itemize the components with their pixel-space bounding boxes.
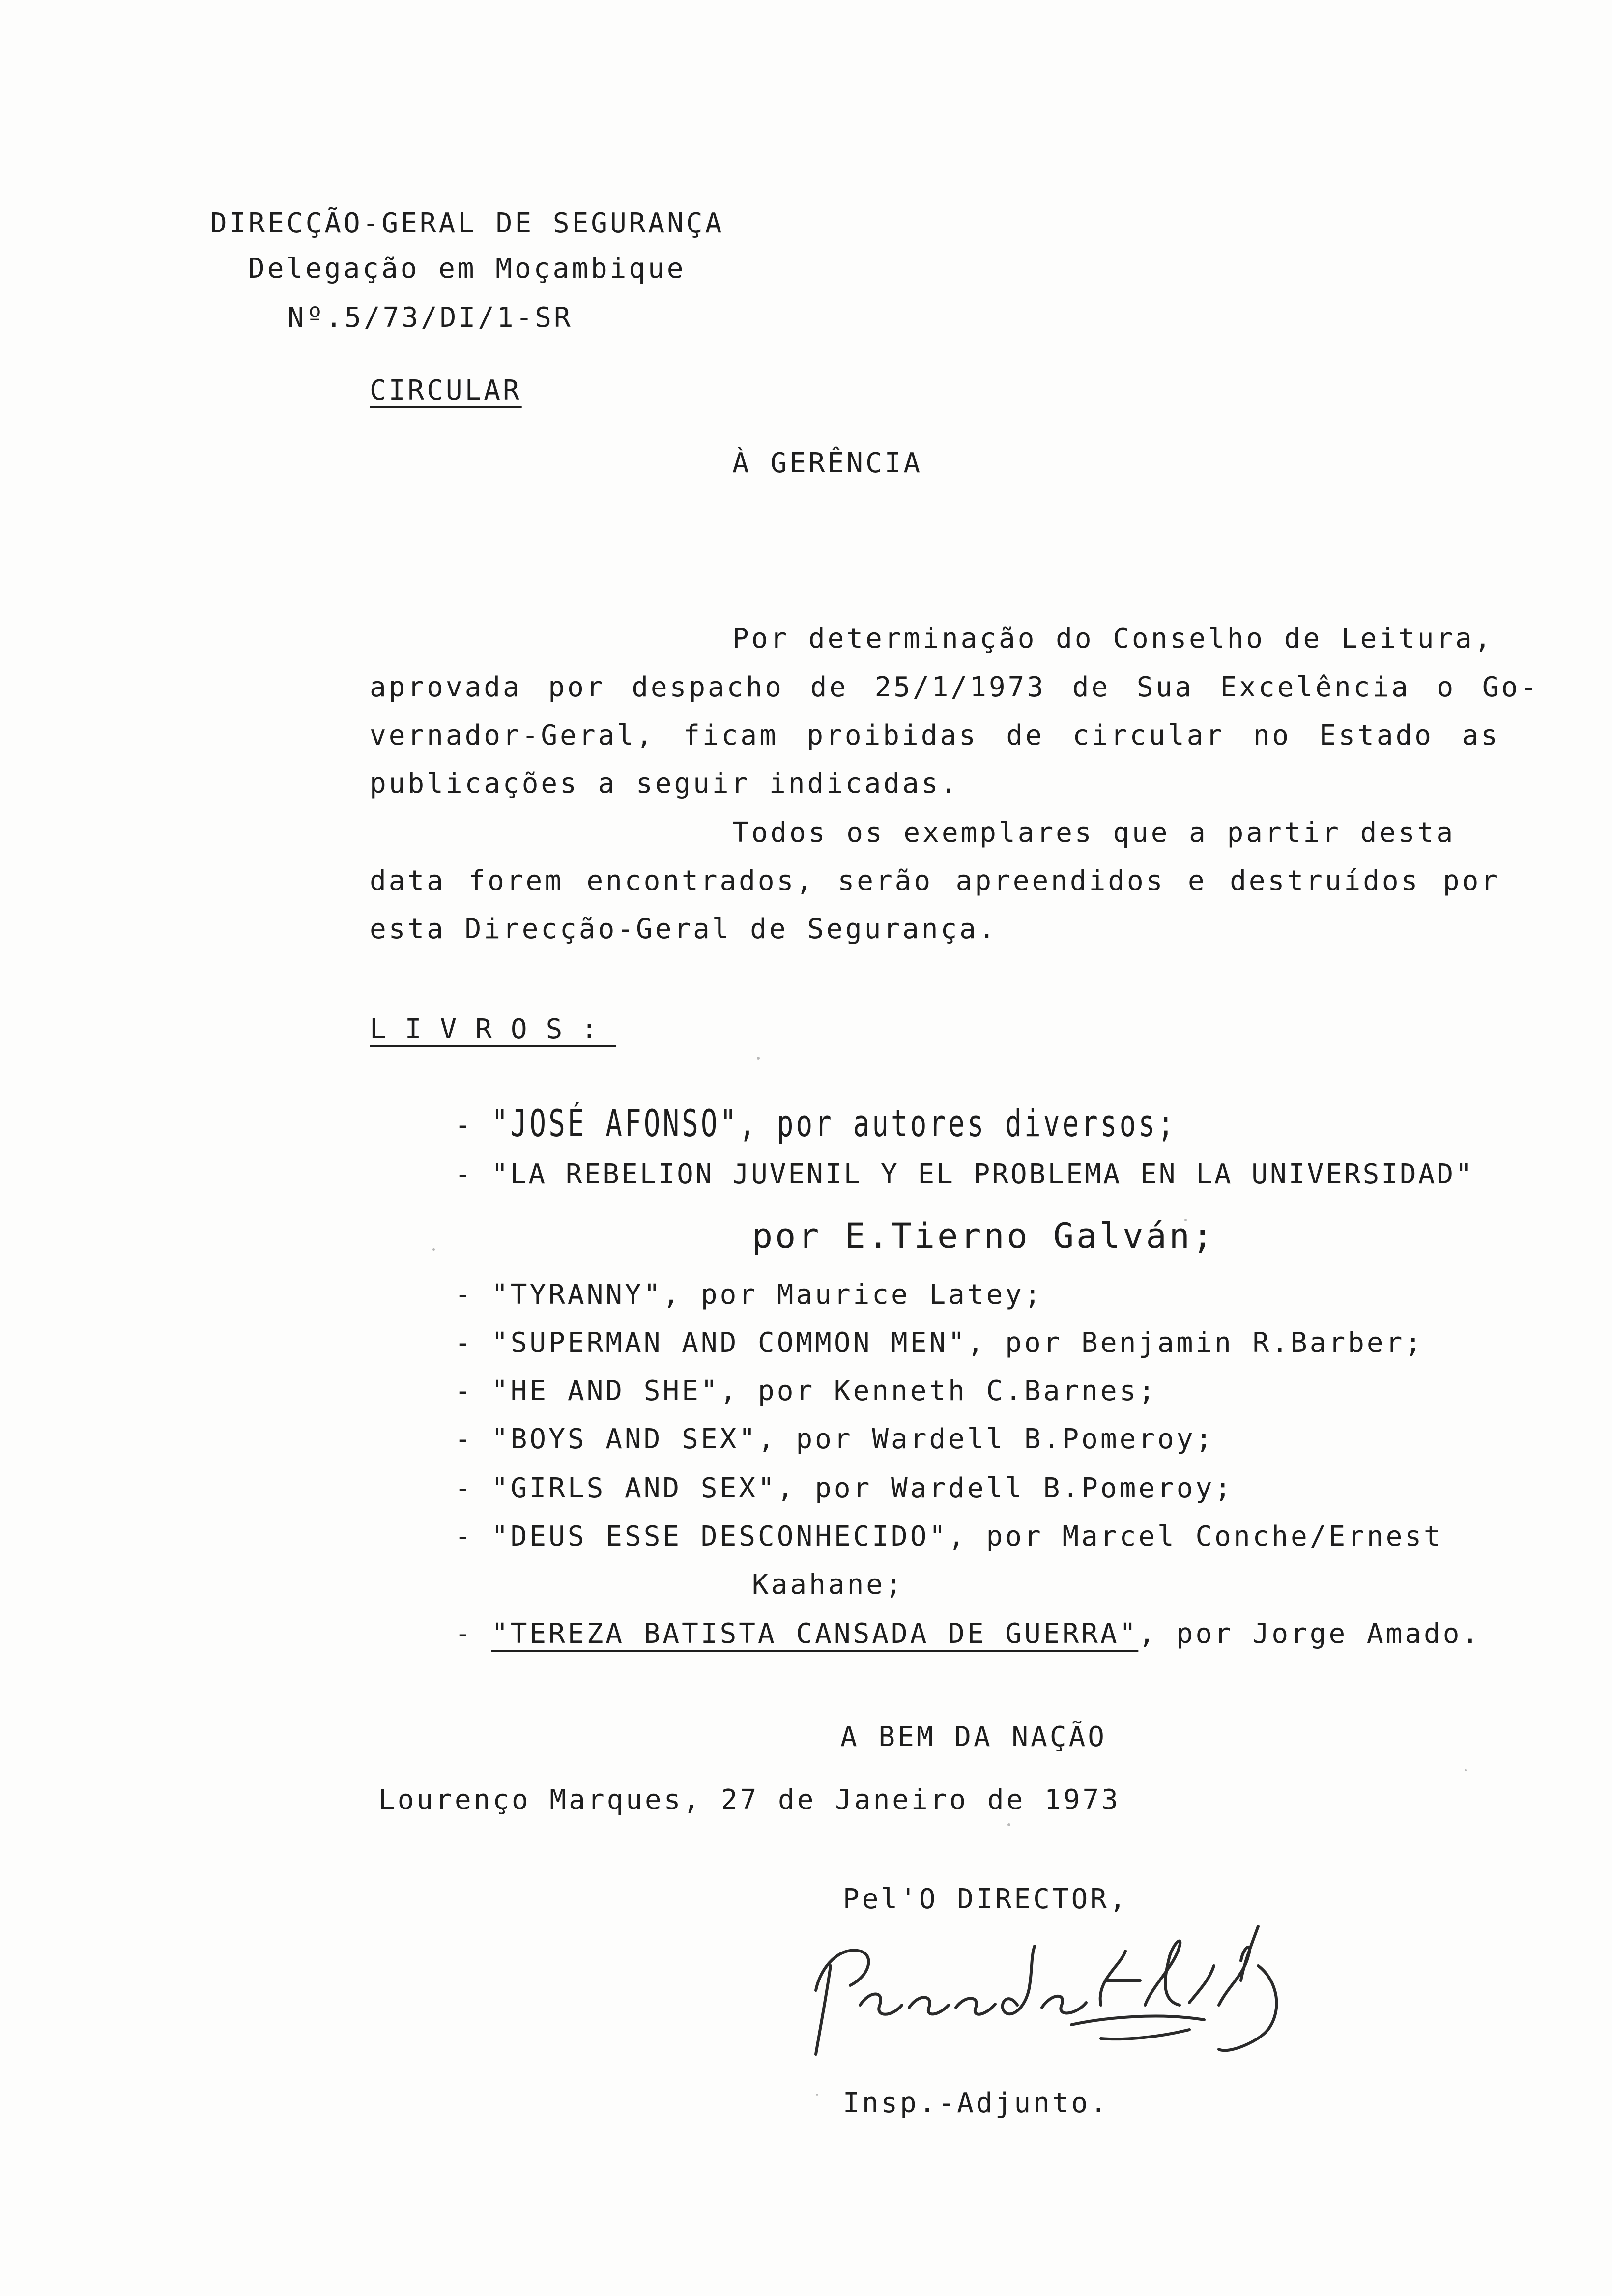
book-item-8: "DEUS ESSE DESCONHECIDO", por Marcel Conche/Ernest bbox=[491, 1521, 1443, 1552]
paragraph-2-line-3: esta Direcção-Geral de Segurança. bbox=[370, 913, 998, 945]
book-item-6: "BOYS AND SEX", por Wardell B.Pomeroy; bbox=[491, 1423, 1215, 1455]
scan-speck bbox=[757, 1057, 760, 1060]
book-item-7: "GIRLS AND SEX", por Wardell B.Pomeroy; bbox=[491, 1472, 1234, 1504]
paragraph-2-line-2: data forem encontrados, serão apreendidos e destruídos por bbox=[370, 865, 1500, 897]
signatory-role: Insp.-Adjunto. bbox=[843, 2087, 1110, 2119]
books-heading: LIVROS: bbox=[370, 1013, 617, 1045]
scan-speck bbox=[1008, 1823, 1010, 1826]
paragraph-1-line-1: Por determinação do Conselho de Leitura, bbox=[732, 623, 1494, 655]
list-bullet: - bbox=[455, 1158, 471, 1190]
book-item-9-author: , por Jorge Amado. bbox=[1138, 1618, 1481, 1650]
organization-name: DIRECÇÃO-GERAL DE SEGURANÇA bbox=[210, 207, 724, 239]
list-bullet: - bbox=[455, 1375, 471, 1407]
paragraph-1-line-3: vernador-Geral, ficam proibidas de circular no Estado as bbox=[370, 719, 1500, 751]
reference-number: Nº.5/73/DI/1-SR bbox=[288, 302, 573, 334]
book-item-1: "JOSÉ AFONSO", por autores diversos; bbox=[491, 1102, 1177, 1146]
scan-speck bbox=[1465, 1769, 1467, 1771]
document-type: CIRCULAR bbox=[370, 374, 522, 406]
motto: A BEM DA NAÇÃO bbox=[840, 1721, 1107, 1753]
list-bullet: - bbox=[455, 1423, 471, 1455]
delegation-name: Delegação em Moçambique bbox=[248, 253, 686, 285]
book-item-2-author: por E.Tierno Galván; bbox=[752, 1216, 1215, 1256]
scan-speck bbox=[816, 2094, 818, 2096]
book-item-4: "SUPERMAN AND COMMON MEN", por Benjamin R.Barber; bbox=[491, 1327, 1424, 1359]
book-item-3: "TYRANNY", por Maurice Latey; bbox=[491, 1279, 1043, 1311]
paragraph-1-line-2: aprovada por despacho de 25/1/1973 de Sua Excelência o Go- bbox=[370, 671, 1539, 703]
list-bullet: - bbox=[455, 1279, 471, 1311]
book-item-2: "LA REBELION JUVENIL Y EL PROBLEMA EN LA UNIVERSIDAD" bbox=[491, 1158, 1474, 1190]
book-item-8-continued: Kaahane; bbox=[752, 1569, 904, 1601]
book-item-9-title: "TEREZA BATISTA CANSADA DE GUERRA" bbox=[491, 1618, 1139, 1650]
list-bullet: - bbox=[455, 1109, 471, 1141]
for-director: Pel'O DIRECTOR, bbox=[843, 1883, 1128, 1915]
list-bullet: - bbox=[455, 1472, 471, 1504]
list-bullet: - bbox=[455, 1521, 471, 1552]
place-and-date: Lourenço Marques, 27 de Janeiro de 1973 bbox=[378, 1784, 1121, 1816]
handwritten-signature bbox=[786, 1907, 1317, 2069]
book-item-9 bbox=[491, 1617, 1481, 1651]
book-item-5: "HE AND SHE", por Kenneth C.Barnes; bbox=[491, 1375, 1158, 1407]
paragraph-1-line-4: publicações a seguir indicadas. bbox=[370, 768, 960, 800]
scan-speck bbox=[432, 1248, 435, 1251]
paragraph-2-line-1: Todos os exemplares que a partir desta bbox=[732, 817, 1456, 849]
list-bullet: - bbox=[455, 1618, 471, 1650]
addressee: À GERÊNCIA bbox=[732, 447, 923, 479]
list-bullet: - bbox=[455, 1327, 471, 1359]
